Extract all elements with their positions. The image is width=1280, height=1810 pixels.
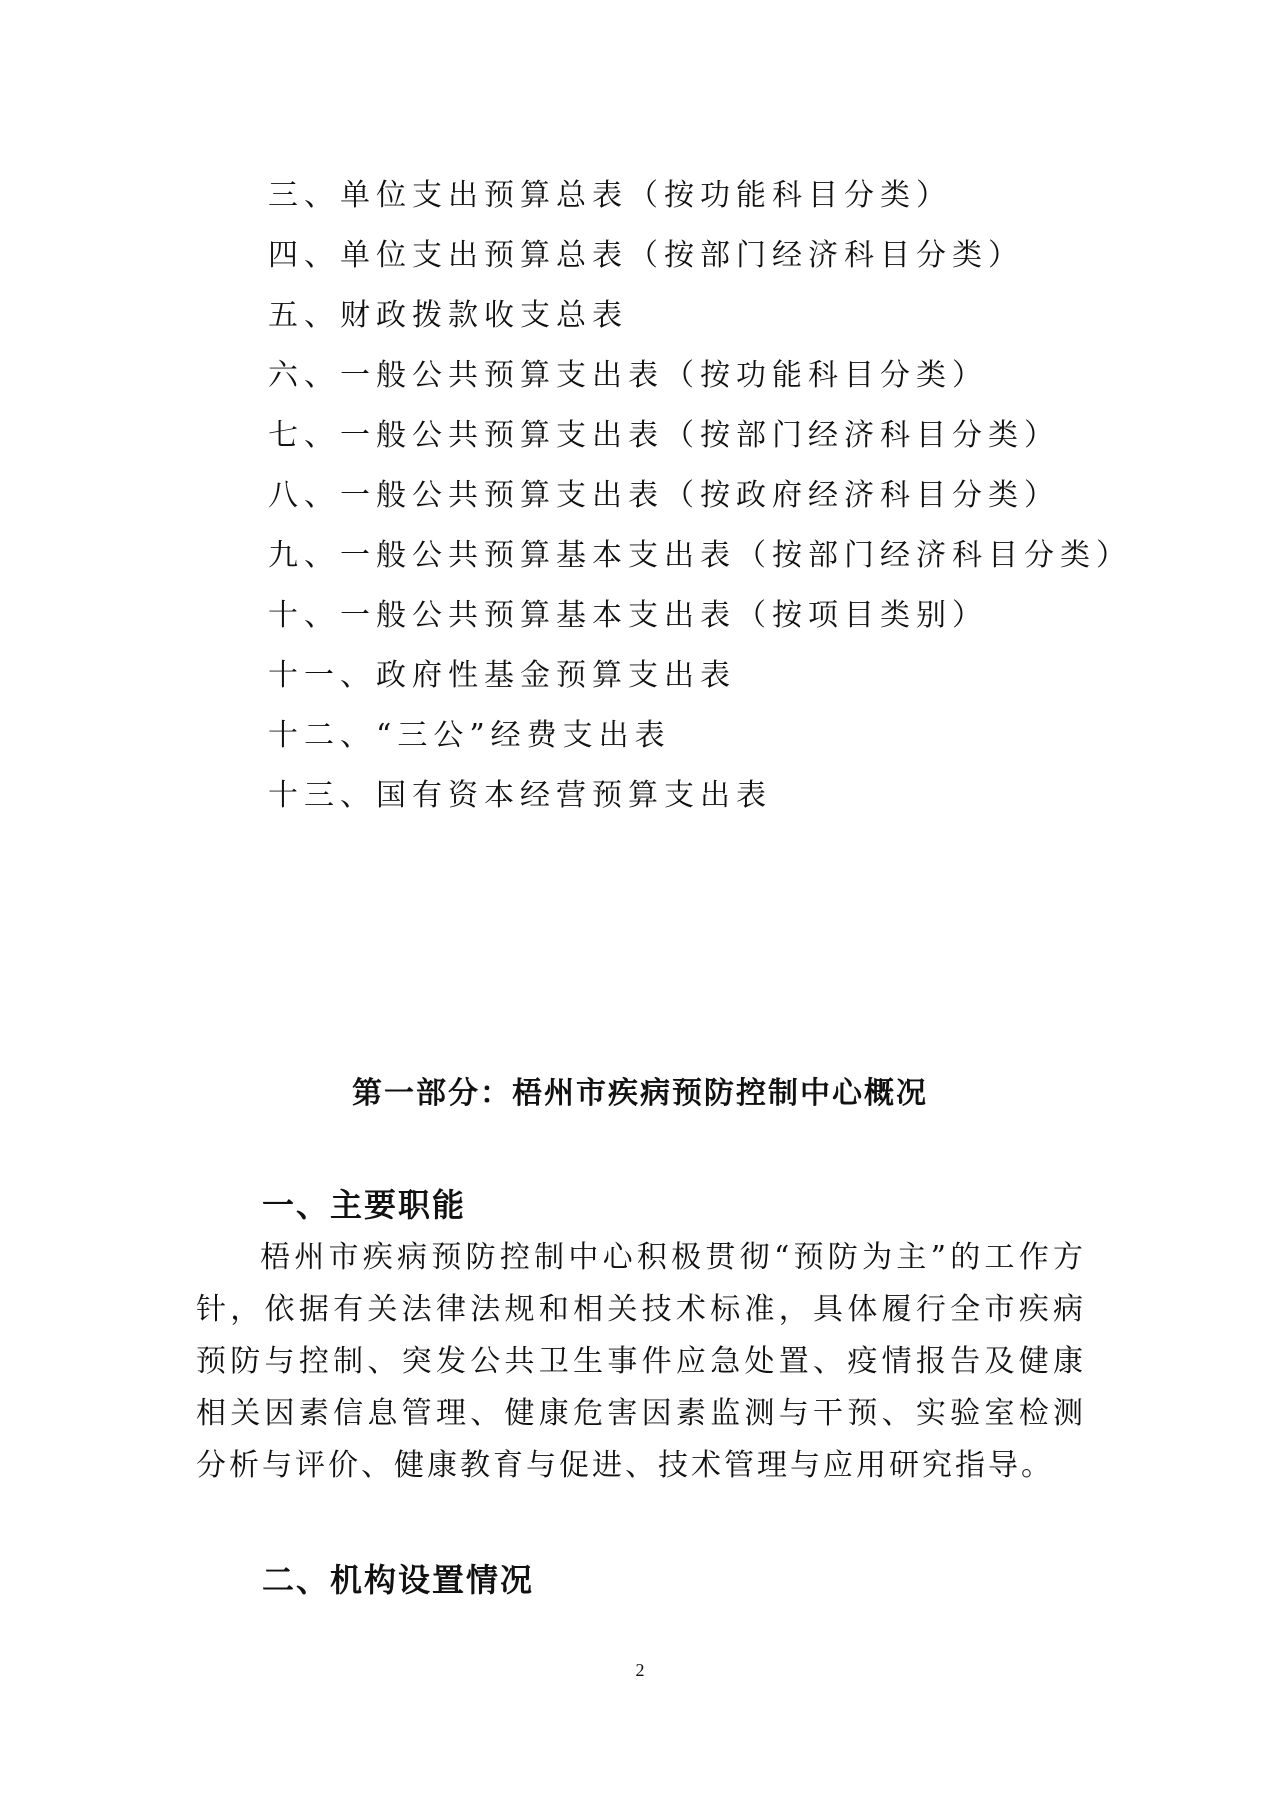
- toc-item: 十三、国有资本经营预算支出表: [268, 778, 772, 813]
- toc-item: 十二、“三公”经费支出表: [268, 718, 671, 753]
- section-heading-organization: 二、机构设置情况: [262, 1561, 535, 1599]
- toc-item: 四、单位支出预算总表（按部门经济科目分类）: [268, 238, 1024, 273]
- main-functions-paragraph: 梧州市疾病预防控制中心积极贯彻“预防为主”的工作方针，依据有关法律法规和相关技术标准，具体履行全市疾病预防与控制、突发公共卫生事件应急处置、疫情报告及健康相关因素信息管理、健康危害因素监测与干预、实验室检测分析与评价、健康教育与促进、技术管理与应用研究指导。: [196, 1240, 1086, 1483]
- toc-item: 十一、政府性基金预算支出表: [268, 658, 736, 693]
- part-title: 第一部分：梧州市疾病预防控制中心概况: [352, 1076, 928, 1111]
- toc-item: 六、一般公共预算支出表（按功能科目分类）: [268, 358, 988, 393]
- page-number: 2: [635, 1660, 645, 1680]
- section-heading-main-functions: 一、主要职能: [262, 1186, 467, 1224]
- toc-item: 五、财政拨款收支总表: [268, 298, 628, 333]
- toc-item: 七、一般公共预算支出表（按部门经济科目分类）: [268, 418, 1060, 453]
- toc-item: 九、一般公共预算基本支出表（按部门经济科目分类）: [268, 538, 1132, 573]
- toc-item: 三、单位支出预算总表（按功能科目分类）: [268, 178, 952, 213]
- table-of-contents: [268, 166, 1168, 826]
- toc-item: 八、一般公共预算支出表（按政府经济科目分类）: [268, 478, 1060, 513]
- toc-item: 十、一般公共预算基本支出表（按项目类别）: [268, 598, 988, 633]
